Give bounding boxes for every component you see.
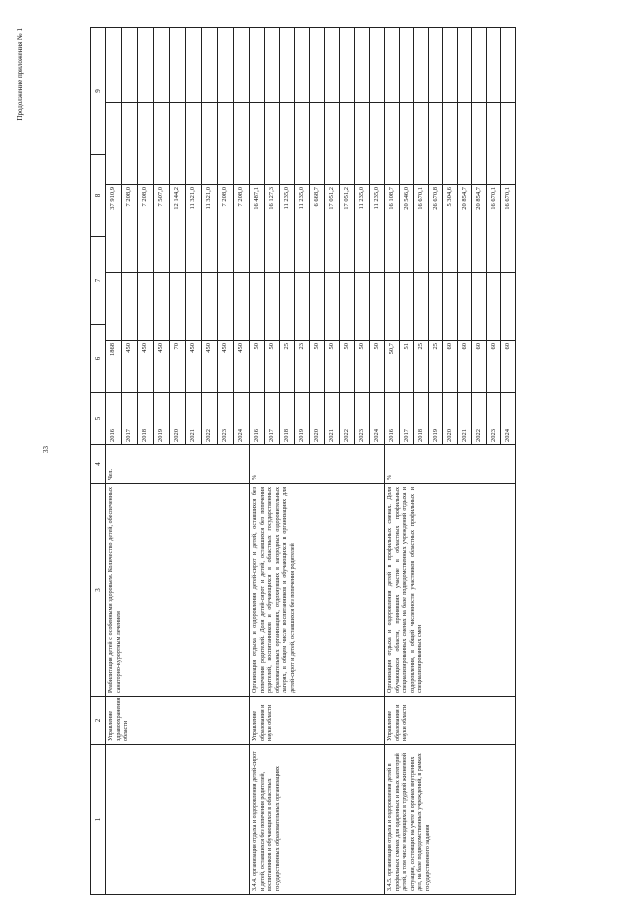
value-col8-cell [458,102,472,184]
table-row [265,28,280,444]
year-cell: 2019 [295,392,309,444]
value-col9-cell [250,28,264,102]
value-col9-cell [186,28,201,102]
value-col5-cell: 450 [234,340,249,392]
value-col7-cell: 16 487,1 [250,184,264,272]
table-row [487,28,502,444]
value-col5-cell: 60 [487,340,501,392]
year-cell: 2023 [355,392,369,444]
value-col5-cell: 50 [340,340,354,392]
value-col9-cell [280,28,294,102]
table-row [295,28,310,444]
year-cell: 2020 [170,392,185,444]
header-col-5: 5 [91,392,105,444]
value-col5-cell: 70 [170,340,185,392]
year-cell: 2017 [265,392,279,444]
value-col5-cell: 60 [501,340,515,392]
value-col8-cell [310,102,324,184]
year-cell: 2020 [443,392,457,444]
year-cell: 2021 [458,392,472,444]
value-col8-cell [443,102,457,184]
value-col6-cell [340,272,354,340]
value-col8-cell [295,102,309,184]
year-cell: 2018 [138,392,153,444]
header-col-8: 8 [91,154,105,236]
year-rows [106,28,249,444]
value-col5-cell: 50 [250,340,264,392]
value-col7-cell: 7 208,0 [122,184,137,272]
year-cell: 2021 [186,392,201,444]
table-row [501,28,515,444]
value-col8-cell [234,102,249,184]
value-col8-cell [370,102,384,184]
year-cell: 2018 [280,392,294,444]
year-cell: 2018 [414,392,428,444]
value-col5-cell: 450 [138,340,153,392]
value-col9-cell [385,28,399,102]
value-col7-cell: 7 507,0 [154,184,169,272]
value-col6-cell [218,272,233,340]
value-col7-cell: 6 668,7 [310,184,324,272]
value-col8-cell [472,102,486,184]
value-col9-cell [202,28,217,102]
indicator-cell: Организация отдыха и оздоровления детей в профильных сменах. Доля обучающихся области, принявших участие в областных профильных специализированных сменах на базе подведомственных учреждений отдыха и оздоровления, в общей численности участников областных профильных и специализированных смен [385,483,515,696]
value-col6-cell [472,272,486,340]
value-col9-cell [472,28,486,102]
table-row [250,28,265,444]
table-row [325,28,340,444]
table-row [218,28,234,444]
table-row [443,28,458,444]
value-col8-cell [138,102,153,184]
value-col7-cell: 16 108,7 [385,184,399,272]
table-row [186,28,202,444]
value-col6-cell [414,272,428,340]
year-rows [385,28,515,444]
value-col5-cell: 23 [295,340,309,392]
value-col7-cell: 5 304,6 [443,184,457,272]
value-col7-cell: 11 235,0 [280,184,294,272]
value-col8-cell [250,102,264,184]
value-col5-cell: 50,7 [385,340,399,392]
year-cell: 2016 [385,392,399,444]
executor-cell: Управление здравоохранения области [106,696,249,744]
value-col8-cell [106,102,121,184]
value-col7-cell: 16 670,1 [501,184,515,272]
year-cell: 2024 [234,392,249,444]
value-col7-cell: 17 051,2 [340,184,354,272]
data-table [90,27,516,895]
table-group [385,28,515,894]
value-col7-cell: 11 235,0 [370,184,384,272]
value-col8-cell [186,102,201,184]
value-col9-cell [138,28,153,102]
header-row [91,28,106,894]
year-cell: 2022 [472,392,486,444]
value-col7-cell: 11 321,0 [186,184,201,272]
table-row [414,28,429,444]
table-row [340,28,355,444]
appendix-caption: Продолжение приложения № 1 [16,28,24,121]
year-cell: 2023 [218,392,233,444]
value-col9-cell [340,28,354,102]
value-col6-cell [443,272,457,340]
value-col8-cell [122,102,137,184]
table-row [234,28,249,444]
table-row [370,28,384,444]
table-row [280,28,295,444]
value-col7-cell: 11 235,0 [355,184,369,272]
value-col8-cell [340,102,354,184]
executor-cell: Управление образования и науки области [385,696,515,744]
unit-cell: % [250,444,384,483]
value-col9-cell [310,28,324,102]
value-col8-cell [265,102,279,184]
value-col9-cell [487,28,501,102]
value-col6-cell [325,272,339,340]
indicator-cell: Организация отдыха и оздоровления детей-сирот и детей, оставшихся без попечения родителей. Доля детей-сирот и детей, оставшихся без попечения родителей, воспитанников и обучающихся в областных государственных образовательных организациях, отдохнувших в загородных оздоровительных лагерях, в общем числе воспитанников и обучающихся в организациях для детей-сирот и детей, оставшихся без попечения родителей [250,483,384,696]
table-row [202,28,218,444]
value-col6-cell [458,272,472,340]
value-col9-cell [429,28,443,102]
header-col-9: 9 [94,89,102,93]
value-col9-cell [265,28,279,102]
year-cell: 2024 [501,392,515,444]
year-cell: 2019 [154,392,169,444]
header-col-3: 3 [91,483,105,696]
value-col5-cell: 60 [472,340,486,392]
table-row [472,28,487,444]
value-col6-cell [154,272,169,340]
value-col5-cell: 51 [400,340,414,392]
value-col7-cell: 26 670,8 [429,184,443,272]
value-col5-cell: 450 [122,340,137,392]
value-col6-cell [295,272,309,340]
value-col7-cell: 11 321,0 [202,184,217,272]
value-col8-cell [385,102,399,184]
unit-cell: Чел. [106,444,249,483]
value-col5-cell: 50 [355,340,369,392]
table-row [310,28,325,444]
year-cell: 2017 [122,392,137,444]
value-col8-cell [280,102,294,184]
table-row [154,28,170,444]
value-col6-cell [138,272,153,340]
value-col8-cell [218,102,233,184]
value-col5-cell: 50 [265,340,279,392]
value-col5-cell: 25 [414,340,428,392]
value-col7-cell: 16 670,1 [414,184,428,272]
table-row [106,28,122,444]
value-col6-cell [106,272,121,340]
value-col9-cell [154,28,169,102]
year-cell: 2016 [250,392,264,444]
value-col6-cell [355,272,369,340]
value-col6-cell [400,272,414,340]
value-col6-cell [487,272,501,340]
executor-cell: Управление образования и науки области [250,696,384,744]
value-col8-cell [325,102,339,184]
table-row [355,28,370,444]
value-col9-cell [218,28,233,102]
year-cell: 2024 [370,392,384,444]
value-col7-cell: 37 910,9 [106,184,121,272]
value-col6-cell [170,272,185,340]
value-col7-cell: 16 127,3 [265,184,279,272]
header-col-6: 6 [91,324,105,392]
value-col7-cell: 20 854,7 [472,184,486,272]
value-col9-cell [501,28,515,102]
value-col9-cell [295,28,309,102]
header-col-7: 7 [91,236,105,324]
value-col5-cell: 25 [429,340,443,392]
measure-cell: 3.4.4. организация отдыха и оздоровления детей-сирот и детей, оставшихся без попечения родителей, воспитанников и обучающихся в областных государственных образовательных организациях [250,744,384,894]
indicator-cell: Реабилитация детей с особенными здоровьем. Количество детей, обеспеченных санаторно-курортным лечением [106,483,249,696]
year-cell: 2023 [487,392,501,444]
value-col5-cell: 50 [310,340,324,392]
value-col5-cell: 25 [280,340,294,392]
value-col9-cell [234,28,249,102]
value-col9-cell [325,28,339,102]
table-row [138,28,154,444]
value-col7-cell: 7 208,0 [218,184,233,272]
value-col8-cell [501,102,515,184]
value-col6-cell [234,272,249,340]
table-row [170,28,186,444]
table-group [250,28,385,894]
value-col8-cell [355,102,369,184]
table-row [385,28,400,444]
value-col6-cell [370,272,384,340]
value-col9-cell [106,28,121,102]
value-col6-cell [122,272,137,340]
value-col7-cell: 20 854,7 [458,184,472,272]
year-rows [250,28,384,444]
value-col8-cell [429,102,443,184]
page-number: 33 [42,446,50,453]
table-row [122,28,138,444]
value-col9-cell [443,28,457,102]
value-col5-cell: 50 [370,340,384,392]
value-col8-cell [202,102,217,184]
value-col6-cell [265,272,279,340]
year-cell: 2022 [202,392,217,444]
value-col5-cell: 450 [154,340,169,392]
value-col8-cell [400,102,414,184]
value-col9-cell [400,28,414,102]
year-cell: 2022 [340,392,354,444]
value-col6-cell [310,272,324,340]
measure-cell [106,744,249,894]
unit-cell: % [385,444,515,483]
value-col7-cell: 11 235,0 [295,184,309,272]
value-col6-cell [280,272,294,340]
value-col6-cell [186,272,201,340]
value-col5-cell: 50 [325,340,339,392]
value-col8-cell [170,102,185,184]
value-col6-cell [429,272,443,340]
value-col9-cell [122,28,137,102]
value-col5-cell: 450 [218,340,233,392]
value-col7-cell: 20 546,0 [400,184,414,272]
header-col-2: 2 [91,696,105,744]
value-col6-cell [501,272,515,340]
header-col-4: 4 [91,444,105,483]
value-col7-cell: 7 208,0 [138,184,153,272]
year-cell: 2019 [429,392,443,444]
value-col6-cell [385,272,399,340]
header-col-1: 1 [91,744,105,894]
measure-cell: 3.4.5. организация отдыха и оздоровления детей в профильных сменах для одаренных и иных категорий детей, в том числе находящихся в трудной жизненной ситуации, состоящих на учете в органах внутренних дел, на базе подведомственных учреждений, в рамках государственного задания [385,744,515,894]
value-col7-cell: 17 051,2 [325,184,339,272]
table-row [458,28,473,444]
value-col5-cell: 450 [186,340,201,392]
value-col7-cell: 7 208,0 [234,184,249,272]
value-col5-cell: 60 [458,340,472,392]
value-col6-cell [202,272,217,340]
value-col7-cell: 16 670,1 [487,184,501,272]
value-col5-cell: 60 [443,340,457,392]
value-col8-cell [154,102,169,184]
value-col9-cell [458,28,472,102]
value-col9-cell [414,28,428,102]
value-col7-cell: 12 144,2 [170,184,185,272]
year-cell: 2016 [106,392,121,444]
value-col8-cell [414,102,428,184]
value-col8-cell [487,102,501,184]
value-col9-cell [370,28,384,102]
year-cell: 2020 [310,392,324,444]
value-col6-cell [250,272,264,340]
year-cell: 2017 [400,392,414,444]
value-col5-cell: 450 [202,340,217,392]
table-row [400,28,415,444]
value-col9-cell [170,28,185,102]
value-col5-cell: 1868 [106,340,121,392]
table-group [106,28,250,894]
table-row [429,28,444,444]
value-col9-cell [355,28,369,102]
year-cell: 2021 [325,392,339,444]
